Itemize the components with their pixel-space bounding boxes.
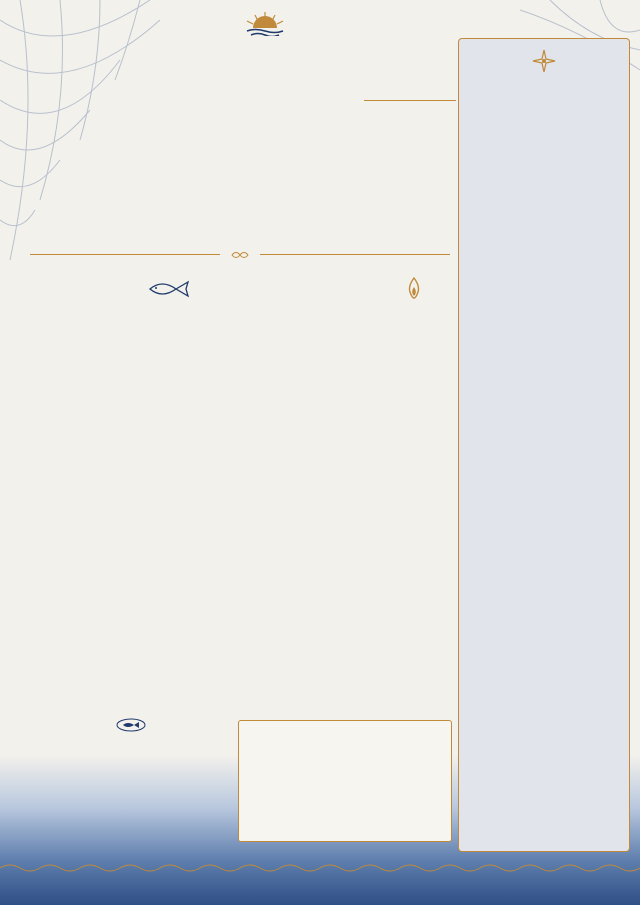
season-title bbox=[364, 96, 456, 101]
brand-header bbox=[190, 10, 340, 38]
market-price-block bbox=[34, 706, 228, 737]
flame-icon bbox=[404, 276, 424, 300]
fishing-net-illustration bbox=[0, 0, 170, 260]
season-block bbox=[364, 96, 456, 107]
knot-ornament-icon bbox=[230, 250, 250, 260]
ornament-divider bbox=[30, 250, 450, 260]
flavor-compass-panel bbox=[458, 38, 630, 852]
sides-box bbox=[238, 720, 452, 842]
compass-icon bbox=[532, 49, 556, 73]
fish-icon bbox=[146, 279, 192, 299]
rope-border-ornament bbox=[0, 862, 640, 874]
sunrise-logo-icon bbox=[243, 10, 287, 36]
fish-emblem-icon bbox=[116, 718, 146, 732]
